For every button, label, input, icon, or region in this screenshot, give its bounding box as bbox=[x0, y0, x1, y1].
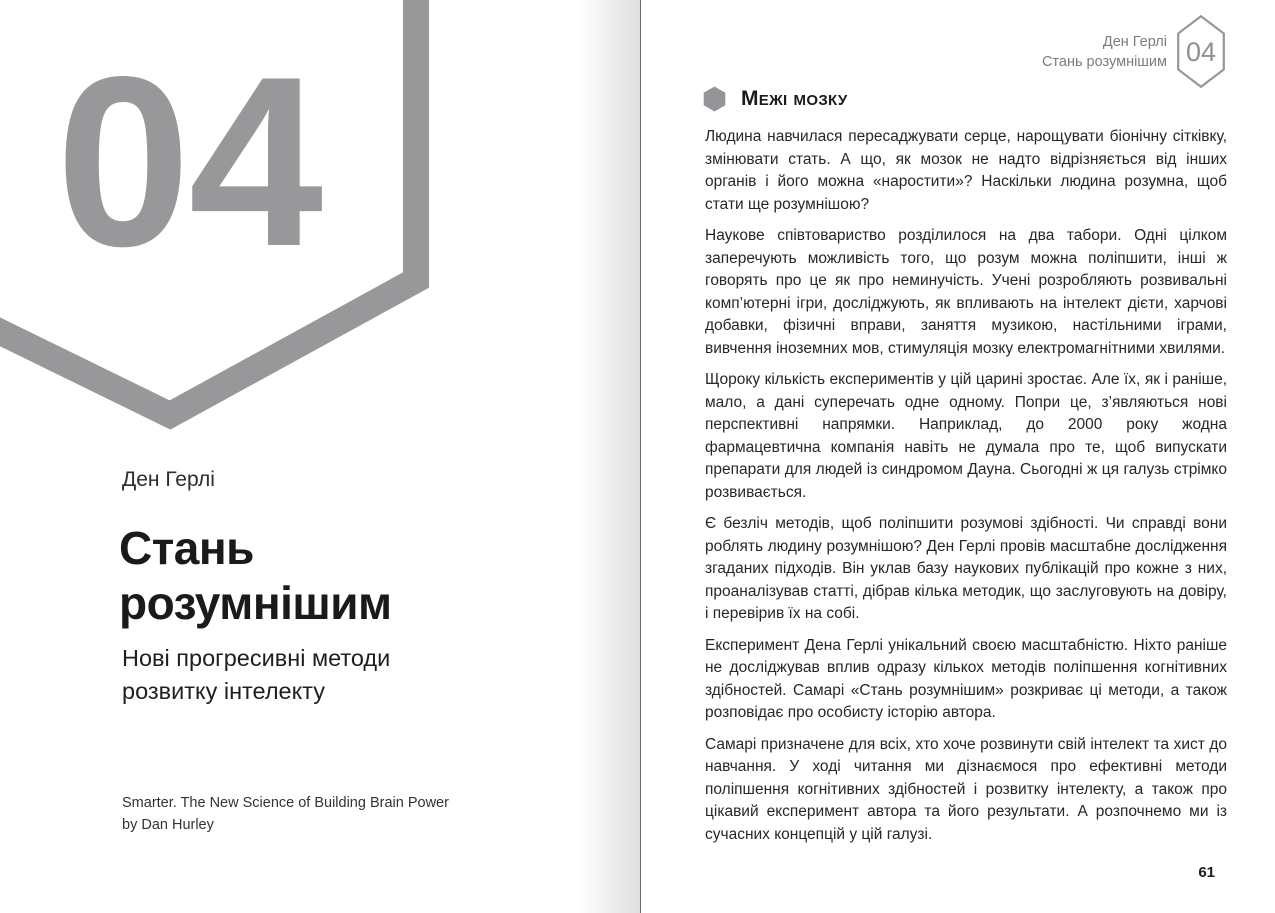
source-note-line-2: by Dan Hurley bbox=[122, 817, 214, 833]
body-text-column bbox=[705, 126, 1227, 855]
running-header-text bbox=[1042, 32, 1167, 72]
book-title-line-1: Стань bbox=[119, 522, 254, 574]
paragraph: Експеримент Дена Герлі унікальний своєю масштабністю. Ніхто раніше не досліджував вплив одразу кількох методів поліпшення когнітивних здібностей. Самарі «Стань розумнішим» розкриває ці методи, а також розповідає про особисту історію автора. bbox=[705, 636, 1227, 721]
hexagon-bullet-icon bbox=[703, 86, 726, 112]
page-number: 61 bbox=[1198, 864, 1215, 881]
right-page bbox=[641, 0, 1275, 913]
paragraph: Є безліч методів, щоб поліпшити розумові здібності. Чи справді вони роблять людину розумнішою? Ден Герлі провів масштабне дослідження згаданих підходів. Він уклав базу наукових публікацій про кожне з них, проаналізував статті, дібрав кілька методик, що заслуговують на довіру, і перевірив їх на собі. bbox=[705, 515, 1227, 622]
book-subtitle-line-1: Нові прогресивні методи bbox=[122, 645, 391, 671]
running-header bbox=[1042, 15, 1225, 88]
running-header-author: Ден Герлі bbox=[1102, 33, 1167, 50]
original-source-note bbox=[122, 792, 449, 836]
chapter-hexagon-badge bbox=[1177, 15, 1225, 88]
paragraph: Щороку кількість експериментів у цій царині зростає. Але їх, як і раніше, мало, а дані суперечать одне одному. Попри це, з’являються нові перспективні напрямки. Наприклад, до 2000 року жодна фармацевтична компанія навіть не думала про те, щоб випускати препарати для людей із синдромом Дауна. Сьогодні ж ця галузь стрімко розвивається. bbox=[705, 371, 1227, 501]
chapter-number-large: 04 bbox=[56, 27, 322, 297]
paragraph: Людина навчилася пересаджувати серце, нарощувати біонічну сітківку, змінювати стать. А що, як мозок не надто відрізняється від інших органів і його можна «наростити»? Наскільки людина розумна, щоб стати ще розумнішою? bbox=[705, 128, 1227, 213]
paragraph: Наукове співтовариство розділилося на два табори. Одні цілком заперечують можливість того, що розум можна поліпшити, інші ж говорять про це як про неминучість. Учені розробляють розвивальні комп’ютерні ігри, досліджують, як впливають на інтелект дієти, харчові добавки, фізичні вправи, заняття музикою, настільними іграми, вивчення іноземних мов, стимуляція мозку електромагнітними хвилями. bbox=[705, 227, 1227, 357]
author-name: Ден Герлі bbox=[122, 468, 215, 491]
running-header-title: Стань розумнішим bbox=[1041, 53, 1167, 70]
book-title-line-2: розумнішим bbox=[119, 577, 392, 629]
section-heading-text: Межі мозку bbox=[741, 87, 848, 110]
chapter-number-badge-text: 04 bbox=[1185, 37, 1217, 67]
paragraph: Самарі призначене для всіх, хто хоче розвинути свій інтелект та хист до навчання. У ході читання ми дізнаємося про ефективні методи поліпшення когнітивних здібностей і розвитку інтелекту, а також про цікавий експеримент автора та його результати. А розпочнемо ми із сучасних концепцій у цій галузі. bbox=[705, 735, 1227, 843]
book-title bbox=[119, 521, 392, 631]
source-note-line-1: Smarter. The New Science of Building Brain Power bbox=[122, 795, 449, 811]
book-subtitle-line-2: розвитку інтелекту bbox=[122, 678, 325, 704]
section-heading bbox=[703, 86, 847, 112]
book-subtitle bbox=[122, 642, 390, 708]
